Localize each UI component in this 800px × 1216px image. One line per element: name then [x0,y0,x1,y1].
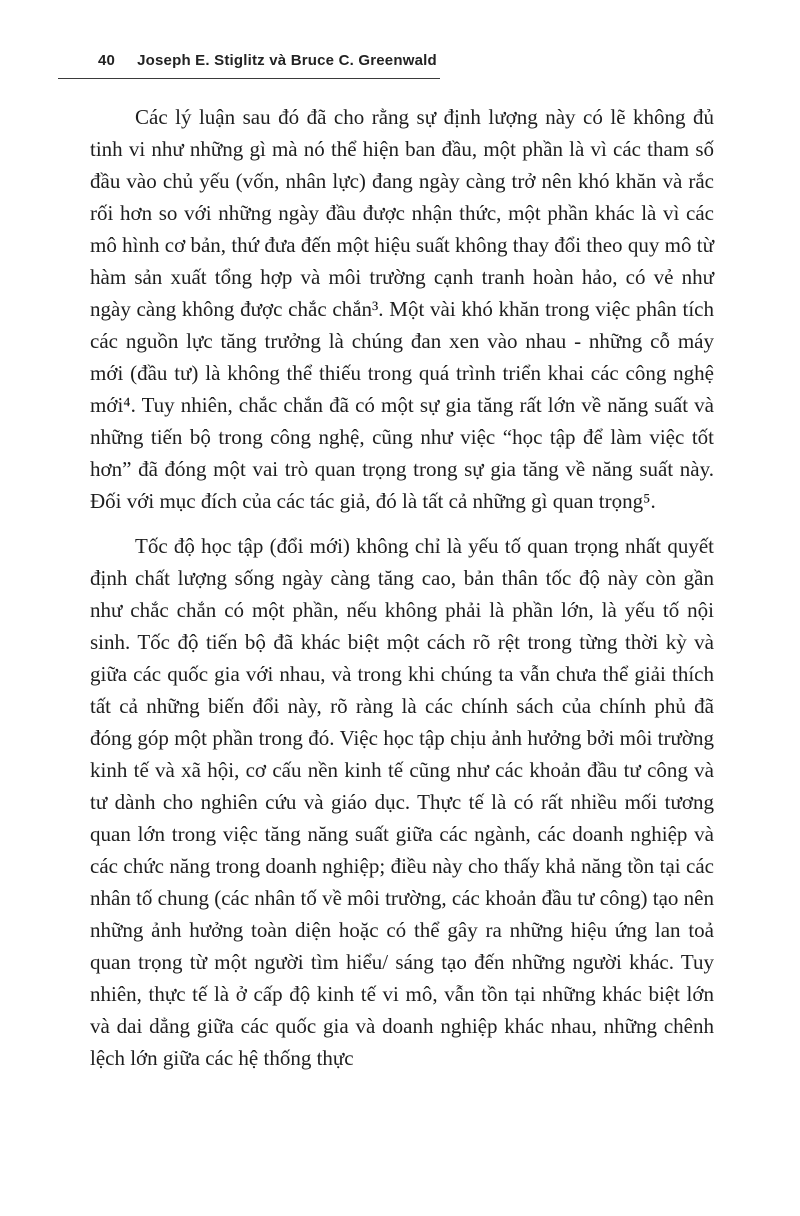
header-rule [58,78,440,79]
paragraph-1: Các lý luận sau đó đã cho rằng sự định lượng này có lẽ không đủ tinh vi như những gì mà nó thể hiện ban đầu, một phần là vì các tham số đầu vào chủ yếu (vốn, nhân lực) đang ngày càng trở nên khó khăn và rắc rối hơn so với những ngày đầu được nhận thức, một phần khác là vì các mô hình cơ bản, thứ đưa đến một hiệu suất không thay đổi theo quy mô từ hàm sản xuất tổng hợp và môi trường cạnh tranh hoàn hảo, có vẻ như ngày càng không được chắc chắn³. Một vài khó khăn trong việc phân tích các nguồn lực tăng trưởng là chúng đan xen vào nhau - những cỗ máy mới (đầu tư) là không thể thiếu trong quá trình triển khai các công nghệ mới⁴. Tuy nhiên, chắc chắn đã có một sự gia tăng rất lớn về năng suất và những tiến bộ trong công nghệ, cũng như việc “học tập để làm việc tốt hơn” đã đóng một vai trò quan trọng trong sự gia tăng về năng suất này. Đối với mục đích của các tác giả, đó là tất cả những gì quan trọng⁵. [90,105,714,513]
page-content [90,101,714,1074]
running-title: Joseph E. Stiglitz và Bruce C. Greenwald [137,52,437,69]
paragraph-2: Tốc độ học tập (đổi mới) không chỉ là yếu tố quan trọng nhất quyết định chất lượng sống ngày càng tăng cao, bản thân tốc độ này còn gần như chắc chắn có một phần, nếu không phải là phần lớn, là yếu tố nội sinh. Tốc độ tiến bộ đã khác biệt một cách rõ rệt trong từng thời kỳ và giữa các quốc gia với nhau, và trong khi chúng ta vẫn chưa thể giải thích tất cả những biến đổi này, rõ ràng là các chính sách của chính phủ đã đóng góp một phần trong đó. Việc học tập chịu ảnh hưởng bởi môi trường kinh tế và xã hội, cơ cấu nền kinh tế cũng như các khoản đầu tư công và tư dành cho nghiên cứu và giáo dục. Thực tế là có rất nhiều mối tương quan lớn trong việc tăng năng suất giữa các ngành, các doanh nghiệp và các chức năng trong doanh nghiệp; điều này cho thấy khả năng tồn tại các nhân tố chung (các nhân tố về môi trường, các khoản đầu tư công) tạo nên những ảnh hưởng toàn diện hoặc có thể gây ra những hiệu ứng lan toả quan trọng từ một người tìm hiểu/ sáng tạo đến những người khác. Tuy nhiên, thực tế là ở cấp độ kinh tế vi mô, vẫn tồn tại những khác biệt lớn và dai dẳng giữa các quốc gia và doanh nghiệp khác nhau, những chênh lệch lớn giữa các hệ thống thực [90,534,715,1070]
page-header [90,52,714,69]
page-number: 40 [98,52,116,69]
